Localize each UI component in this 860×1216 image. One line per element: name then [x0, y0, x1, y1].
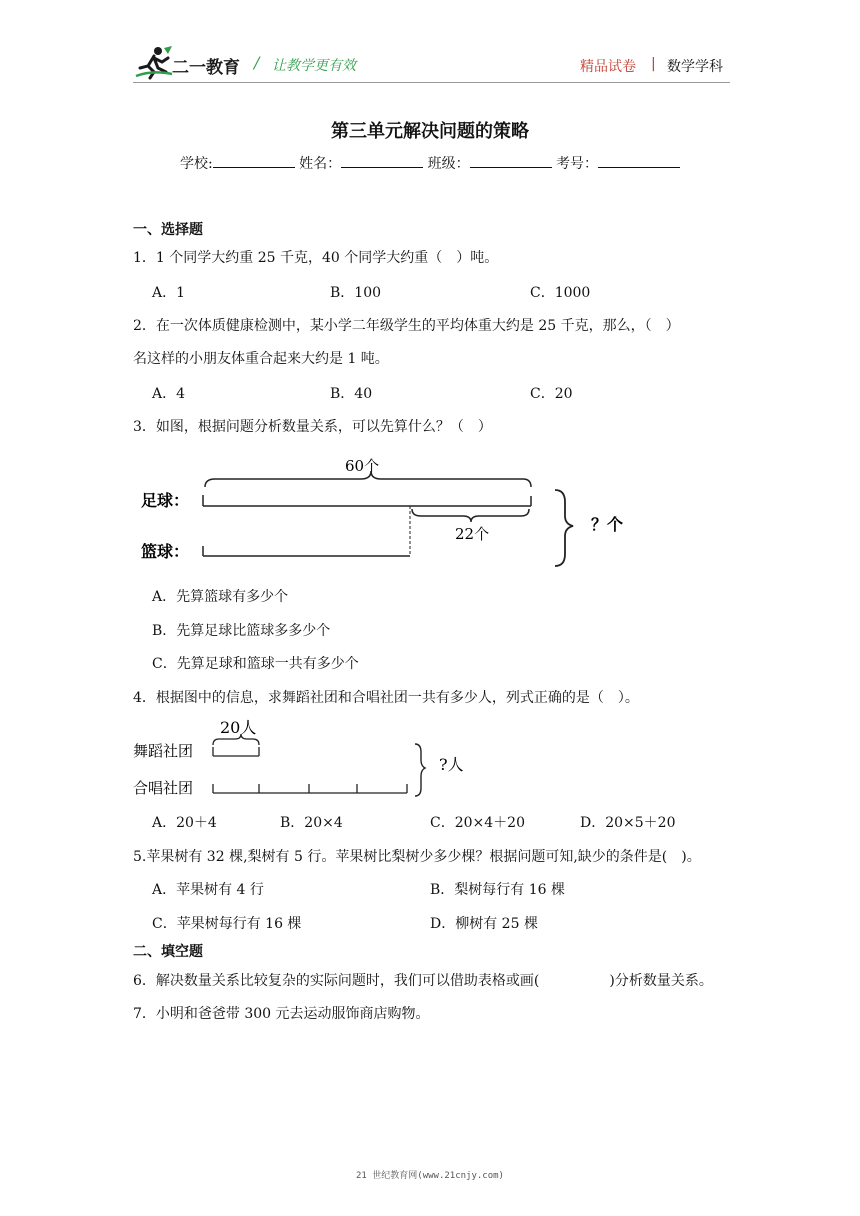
- q4-row1-label: 舞蹈社团: [133, 742, 194, 760]
- q4-unit-label: 20人: [220, 718, 257, 737]
- question-6: [133, 970, 713, 990]
- q4-option-a: A．20＋4: [152, 815, 217, 831]
- q3-option-a: A．先算篮球有多少个: [152, 589, 289, 605]
- header-subject: 数学学科: [667, 59, 723, 75]
- question-1: 1．1 个同学大约重 25 千克，40 个同学大约重（ ）吨。: [133, 250, 499, 266]
- q4-row2-label: 合唱社团: [133, 779, 194, 797]
- runner-logo-icon: [134, 44, 174, 80]
- q3-question-label: ？个: [591, 515, 624, 534]
- section-heading-choice: 一、选择题: [133, 222, 203, 238]
- q3-option-b: B．先算足球比篮球多多少个: [152, 623, 331, 639]
- header-divider: [133, 82, 730, 83]
- section-heading-fill: 二、填空题: [133, 944, 203, 960]
- q1-option-b: B．100: [330, 285, 382, 301]
- page-footer: 21 世纪教育网(www.21cnjy.com): [356, 1171, 504, 1181]
- school-label: 学校:: [179, 156, 213, 172]
- header-label-premium: 精品试卷: [580, 59, 636, 75]
- question-5: 5.苹果树有 32 棵,梨树有 5 行。苹果树比梨树少多少棵？根据问题可知,缺少的条件是( )。: [133, 849, 701, 865]
- question-3: 3．如图，根据问题分析数量关系，可以先算什么？（ ）: [133, 419, 492, 435]
- question-7: 7．小明和爸爸带 300 元去运动服饰商店购物。: [133, 1006, 430, 1022]
- q5-option-b: B．梨树每行有 16 棵: [430, 882, 566, 898]
- q5-option-d: D．柳树有 25 棵: [430, 916, 538, 932]
- q5-option-a: A．苹果树有 4 行: [152, 882, 264, 898]
- q2-option-b: B．40: [330, 386, 373, 402]
- q3-row2-label: 篮球：: [141, 542, 190, 561]
- q3-diff-label: 22个: [455, 525, 490, 543]
- brand-name: 二一教育: [172, 58, 240, 78]
- q3-line-diagram: [133, 450, 653, 575]
- q5-option-c: C．苹果树每行有 16 棵: [152, 916, 302, 932]
- q4-option-c: C．20×4＋20: [430, 815, 525, 831]
- school-blank: [213, 152, 295, 168]
- q3-total-label: 60个: [345, 457, 380, 475]
- q1-option-c: C．1000: [530, 285, 591, 301]
- header-separator: |: [651, 56, 656, 72]
- q2-option-a: A．4: [152, 386, 186, 402]
- class-blank: [470, 152, 552, 168]
- class-label: 班级：: [427, 156, 470, 172]
- exam-no-label: 考号：: [556, 156, 599, 172]
- student-info-line: [0, 152, 860, 173]
- q3-right-brace: [555, 490, 573, 566]
- q2-option-c: C．20: [530, 386, 573, 402]
- q3-diff-brace: [412, 509, 529, 522]
- question-2-line1: 2．在一次体质健康检测中，某小学二年级学生的平均体重大约是 25 千克，那么，（ ）: [133, 318, 680, 334]
- q4-question-label: ?人: [439, 755, 464, 774]
- exam-no-blank: [598, 152, 680, 168]
- q4-option-d: D．20×5＋20: [580, 815, 676, 831]
- q4-right-brace: [415, 744, 425, 796]
- q3-row1-label: 足球：: [141, 491, 190, 510]
- q3-option-c: C．先算足球和篮球一共有多少个: [152, 656, 359, 672]
- question-2-line2: 名这样的小朋友体重合起来大约是 1 吨。: [133, 351, 389, 367]
- q4-option-b: B．20×4: [280, 815, 343, 831]
- q6-text-after: )分析数量关系。: [609, 973, 713, 989]
- name-label: 姓名：: [299, 156, 342, 172]
- question-4: 4．根据图中的信息，求舞蹈社团和合唱社团一共有多少人，列式正确的是（ ）。: [133, 690, 639, 706]
- q6-text-before: 6．解决数量关系比较复杂的实际问题时，我们可以借助表格或画(: [133, 973, 540, 989]
- q4-line-diagram: [133, 714, 493, 804]
- page-title: 第三单元解决问题的策略: [331, 121, 529, 142]
- q1-option-a: A．1: [152, 285, 186, 301]
- brand-slogan: 让教学更有效: [272, 58, 356, 74]
- header-slash: /: [254, 53, 260, 72]
- name-blank: [341, 152, 423, 168]
